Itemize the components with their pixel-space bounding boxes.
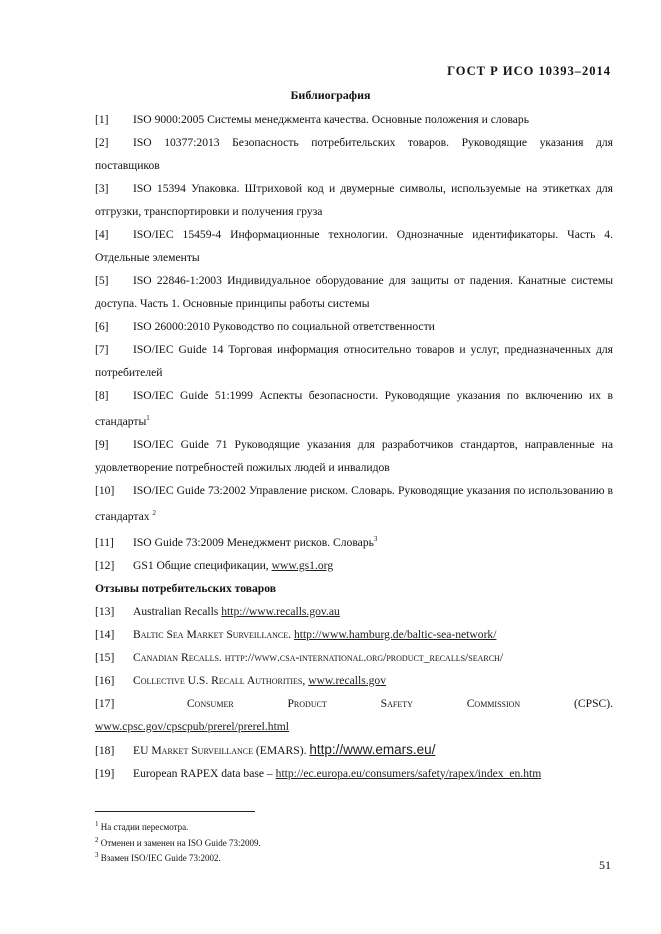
entry-number: [7] bbox=[95, 343, 109, 356]
entry-number: [9] bbox=[95, 437, 109, 451]
bibliography-entry bbox=[95, 108, 613, 131]
entry-number: [11] bbox=[95, 535, 114, 549]
recall-entry bbox=[95, 646, 613, 669]
hamburg-link[interactable]: http://www.hamburg.de/baltic-sea-network/ bbox=[293, 627, 497, 641]
footnote-ref[interactable]: 2 bbox=[152, 508, 156, 517]
recall-entry bbox=[95, 669, 613, 692]
footnotes bbox=[95, 818, 261, 865]
entry-number: [2] bbox=[95, 136, 109, 149]
entry-text: ISO 22846-1:2003 Индивидуальное оборудование для защиты от падения. Канатные системы доступа. Часть 1. Основные принципы работы системы bbox=[95, 274, 613, 310]
bibliography-list bbox=[95, 108, 613, 785]
footnote-mark: 2 bbox=[95, 835, 99, 844]
entry-text: ISO/IEC 15459-4 Информационные технологии. Однозначные идентификаторы. Часть 4. Отдельные элементы bbox=[95, 228, 613, 264]
entry-text: ISO/IEC Guide 51:1999 Аспекты безопасности. Руководящие указания по включению их в стандарты bbox=[95, 389, 613, 428]
entry-text: ISO 10377:2013 Безопасность потребительских товаров. Руководящие указания для поставщиков bbox=[95, 136, 613, 172]
recall-entry bbox=[95, 623, 613, 646]
entry-number: [6] bbox=[95, 320, 109, 333]
bibliography-entry bbox=[95, 269, 613, 315]
entry-text: Collective U.S. Recall Authorities, bbox=[133, 673, 309, 687]
bibliography-entry bbox=[95, 384, 613, 433]
entry-number: [13] bbox=[95, 604, 115, 618]
entry-number: [12] bbox=[95, 558, 115, 572]
entry-number: [17] bbox=[95, 696, 115, 710]
entry-text: GS1 Общие спецификации, bbox=[133, 558, 272, 572]
section-title: Отзывы потребительских товаров bbox=[95, 581, 277, 595]
entry-word: (CPSC). bbox=[574, 696, 614, 710]
footnote-ref[interactable]: 3 bbox=[373, 534, 378, 543]
recalls-gov-link[interactable]: www.recalls.gov bbox=[308, 673, 386, 687]
entry-number: [16] bbox=[95, 673, 115, 687]
footnote-ref[interactable]: 1 bbox=[146, 414, 150, 422]
rapex-link[interactable]: http://ec.europa.eu/consumers/safety/rapex/index_en.htm bbox=[275, 766, 542, 780]
entry-text: ISO/IEC Guide 73:2002 Управление риском. Словарь. Руководящие указания по использованию в стандартах bbox=[95, 483, 613, 523]
entry-number: [3] bbox=[95, 182, 109, 195]
entry-text: ISO 9000:2005 Системы менеджмента качества. Основные положения и словарь bbox=[133, 113, 530, 126]
entry-word: Consumer bbox=[186, 696, 234, 710]
bibliography-entry bbox=[95, 554, 613, 577]
footnote bbox=[95, 818, 261, 834]
entry-text: Australian Recalls bbox=[133, 604, 222, 618]
entry-text: Baltic Sea Market Surveillance. bbox=[133, 627, 294, 641]
entry-text: ISO/IEC Guide 14 Торговая информация относительно товаров и услуг, предназначенных для потребителей bbox=[95, 343, 613, 379]
entry-number: [5] bbox=[95, 274, 109, 287]
footnote-mark: 1 bbox=[95, 820, 99, 828]
entry-text: EU Market Surveillance (EMARS). bbox=[133, 743, 310, 757]
entry-text: ISO/IEC Guide 71 Руководящие указания для разработчиков стандартов, направленные на удовлетворение потребностей пожилых людей и инвалидов bbox=[95, 437, 613, 474]
bibliography-entry bbox=[95, 131, 613, 177]
page-number: 51 bbox=[599, 858, 611, 872]
entry-word: Commission bbox=[466, 696, 521, 710]
bibliography-entry bbox=[95, 338, 613, 384]
recall-entry bbox=[95, 762, 613, 785]
emars-link[interactable]: http://www.emars.eu/ bbox=[309, 741, 436, 757]
entry-first-line bbox=[95, 692, 613, 715]
entry-text: Canadian Recalls. http://www.csa-international.org/product_recalls/search/ bbox=[133, 650, 504, 664]
footnote-text: Взамен ISO/IEC Guide 73:2002. bbox=[98, 853, 221, 863]
entry-text: European RAPEX data base – bbox=[133, 766, 276, 780]
entry-word: Product bbox=[287, 696, 327, 710]
footnote-text: На стадии пересмотра. bbox=[98, 822, 189, 832]
bibliography-entry bbox=[95, 177, 613, 223]
entry-number: [14] bbox=[95, 627, 115, 641]
footnote bbox=[95, 834, 261, 850]
bibliography-entry bbox=[95, 479, 613, 528]
entry-word: Safety bbox=[380, 696, 413, 710]
bibliography-entry bbox=[95, 315, 613, 338]
page-title: Библиография bbox=[290, 88, 371, 102]
entry-number: [19] bbox=[95, 766, 115, 780]
recall-entry bbox=[95, 738, 613, 762]
entry-number: [4] bbox=[95, 228, 109, 241]
entry-number: [15] bbox=[95, 650, 115, 664]
footnote-divider bbox=[95, 811, 255, 812]
entry-text: ISO 26000:2010 Руководство по социальной ответственности bbox=[133, 320, 435, 333]
entry-text: ISO 15394 Упаковка. Штриховой код и двумерные символы, используемые на этикетках для отгрузки, транспортировки и получения груза bbox=[95, 182, 613, 218]
entry-number: [18] bbox=[95, 743, 115, 757]
entry-number: [8] bbox=[95, 389, 109, 402]
bibliography-entry bbox=[95, 223, 613, 269]
gs1-link[interactable]: www.gs1.org bbox=[271, 558, 334, 572]
entry-text: ISO Guide 73:2009 Менеджмент рисков. Словарь bbox=[133, 535, 374, 549]
recall-entry bbox=[95, 692, 613, 738]
entry-number: [10] bbox=[95, 483, 115, 497]
bibliography-entry bbox=[95, 528, 613, 554]
recalls-gov-au-link[interactable]: http://www.recalls.gov.au bbox=[221, 604, 340, 618]
bibliography-entry bbox=[95, 433, 613, 479]
recall-entry bbox=[95, 600, 613, 623]
footnote-mark: 3 bbox=[95, 851, 99, 859]
document-header: ГОСТ Р ИСО 10393–2014 bbox=[447, 64, 611, 78]
entry-number: [1] bbox=[95, 113, 109, 126]
footnote bbox=[95, 849, 261, 865]
footnote-text: Отменен и заменен на ISO Guide 73:2009. bbox=[98, 837, 261, 848]
cpsc-link[interactable]: www.cpsc.gov/cpscpub/prerel/prerel.html bbox=[95, 719, 290, 733]
